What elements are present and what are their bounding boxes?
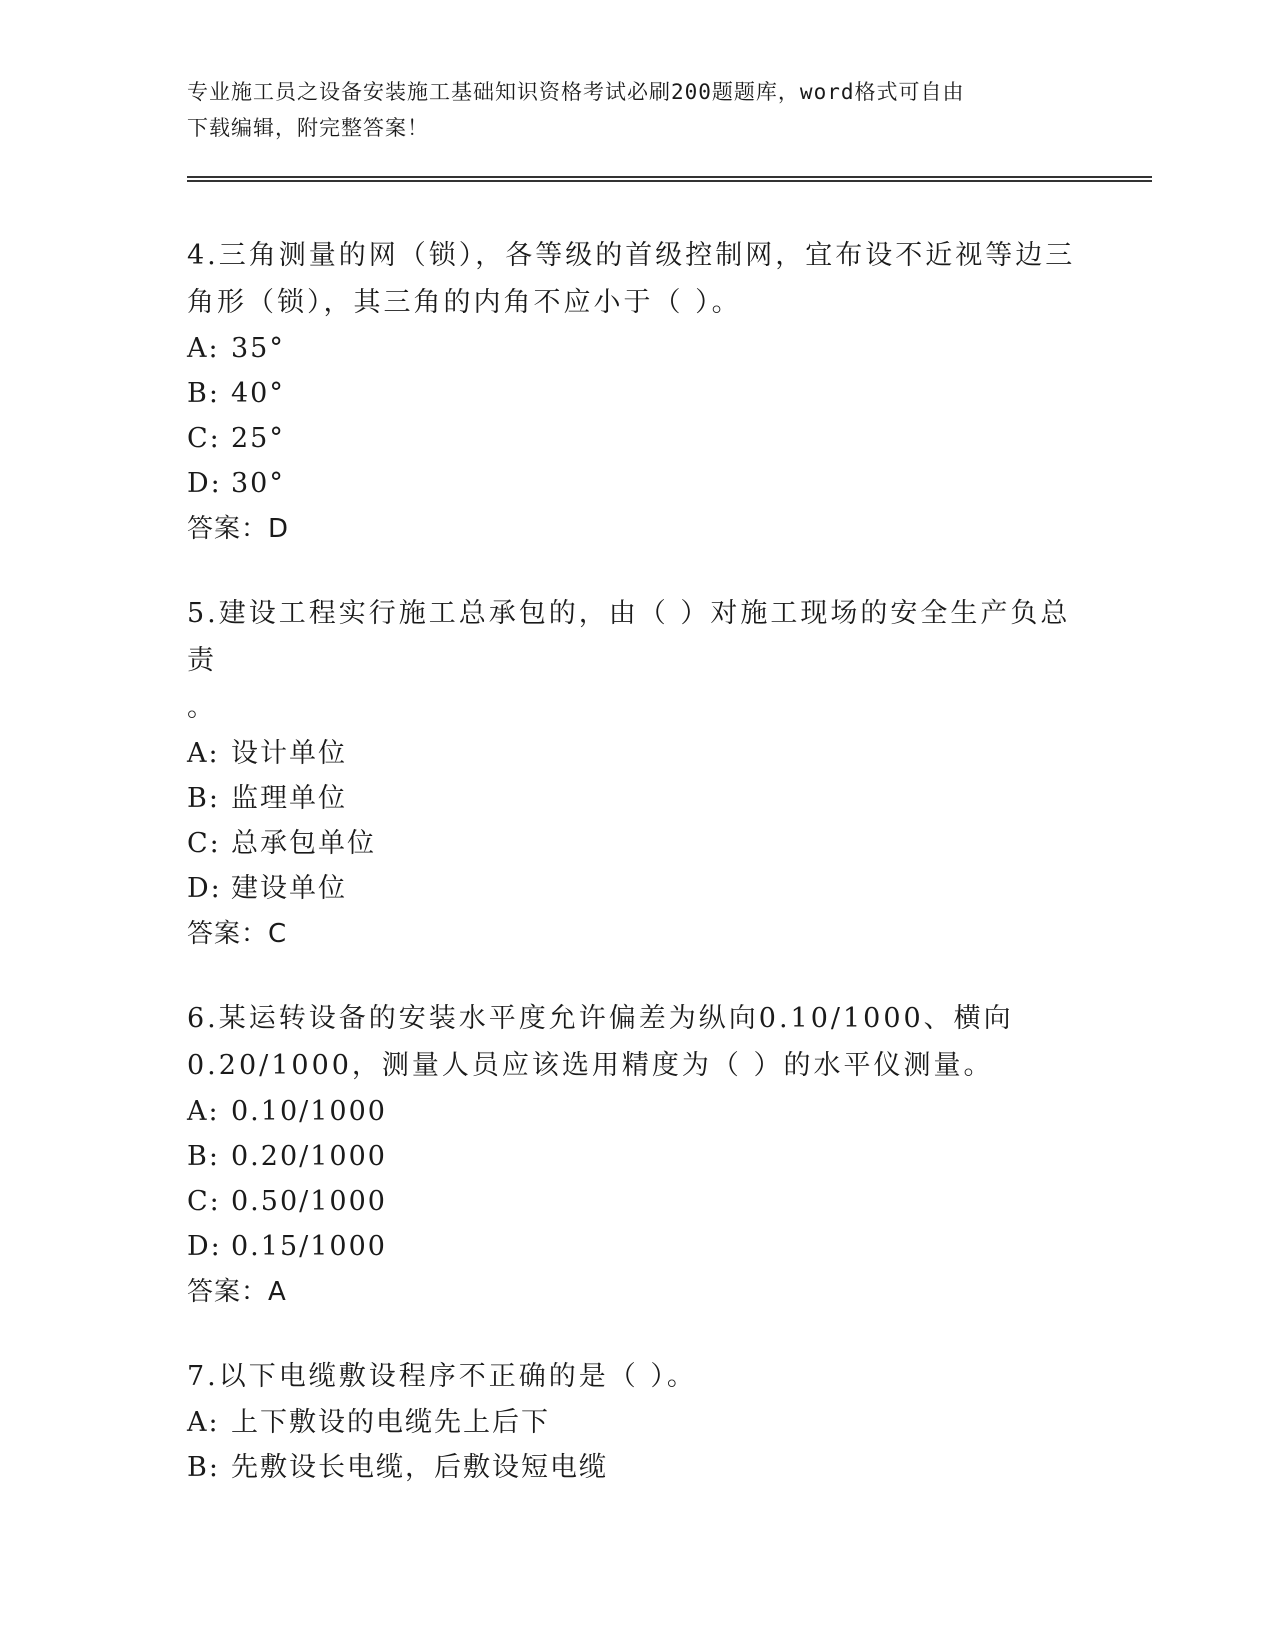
question-list [187,232,1087,1528]
option-d [187,866,1087,911]
option-a [187,1400,1087,1445]
option-key: D: [187,468,222,499]
option-text: 建设单位 [231,873,347,904]
option-text: 25° [231,423,285,454]
option-d [187,1224,1087,1269]
question-stem: 7.以下电缆敷设程序不正确的是（ ）。 [187,1361,697,1392]
option-text: 0.10/1000 [231,1096,387,1127]
option-key: B: [187,783,220,814]
option-key: A: [187,738,220,769]
option-key: B: [187,1141,220,1172]
option-text: 0.20/1000 [231,1141,387,1172]
option-key: A: [187,333,220,364]
question-5 [187,590,1087,957]
option-b [187,776,1087,821]
question-4 [187,232,1087,552]
option-text: 35° [231,333,285,364]
option-b [187,1445,1087,1490]
option-c [187,1179,1087,1224]
option-key: C: [187,1186,221,1217]
option-text: 0.15/1000 [231,1231,387,1262]
option-text: 总承包单位 [231,828,376,859]
option-key: C: [187,828,221,859]
question-stem: 6.某运转设备的安装水平度允许偏差为纵向0.10/1000、横向 0.20/1000，测量人员应该选用精度为（ ）的水平仪测量。 [187,1003,1014,1081]
option-key: B: [187,378,220,409]
option-key: C: [187,423,221,454]
option-text: 30° [231,468,285,499]
option-key: A: [187,1407,220,1438]
question-7 [187,1353,1087,1490]
option-a [187,731,1087,776]
option-a [187,1089,1087,1134]
option-a [187,326,1087,371]
option-text: 上下敷设的电缆先上后下 [231,1407,550,1438]
question-stem: 4.三角测量的网（锁），各等级的首级控制网，宜布设不近视等边三 角形（锁），其三角的内角不应小于（ ）。 [187,240,1076,318]
option-c [187,821,1087,866]
document-title: 专业施工员之设备安装施工基础知识资格考试必刷200题题库，word格式可自由 下载编辑，附完整答案！ [187,80,965,140]
option-text: 40° [231,378,285,409]
option-text: 先敷设长电缆，后敷设短电缆 [231,1452,608,1483]
option-b [187,371,1087,416]
option-text: 监理单位 [231,783,347,814]
option-key: D: [187,1231,222,1262]
option-d [187,461,1087,506]
answer-line: 答案：C [187,919,288,949]
question-6 [187,995,1087,1315]
option-text: 设计单位 [231,738,347,769]
option-b [187,1134,1087,1179]
option-c [187,416,1087,461]
question-stem: 5.建设工程实行施工总承包的，由（ ）对施工现场的安全生产负总责 。 [187,598,1071,723]
option-key: A: [187,1096,220,1127]
option-key: B: [187,1452,220,1483]
header-divider [187,176,1152,182]
answer-line: 答案：A [187,1277,287,1307]
answer-line: 答案：D [187,514,290,544]
option-key: D: [187,873,222,904]
option-text: 0.50/1000 [231,1186,387,1217]
